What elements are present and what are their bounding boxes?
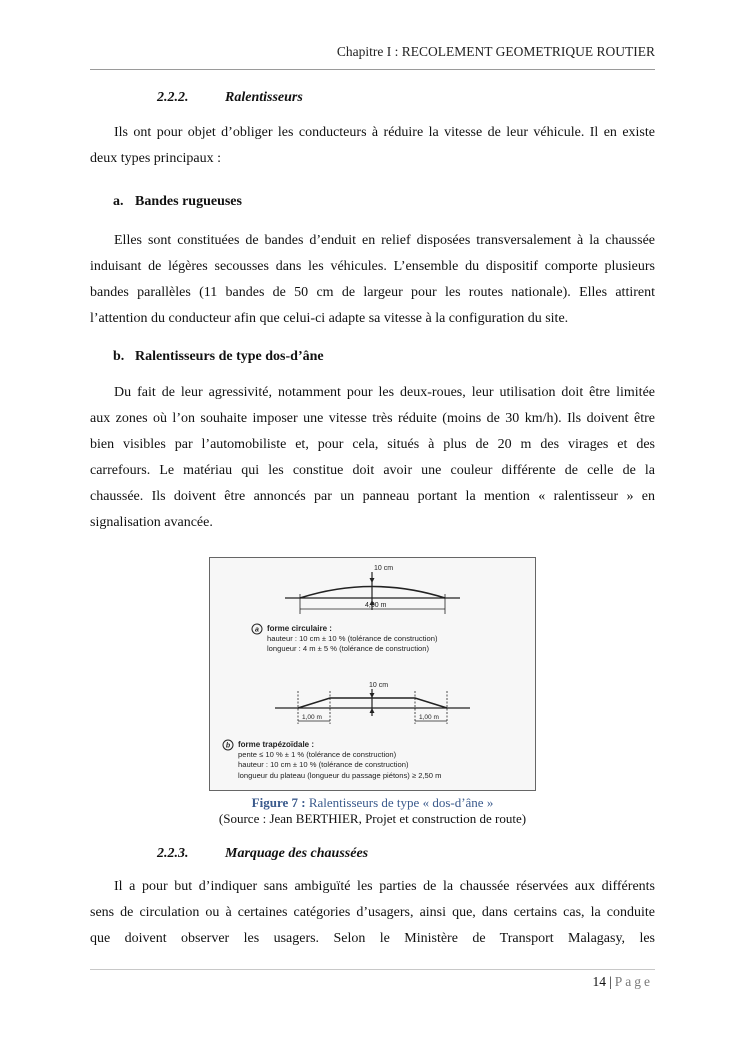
text-line: deux types principaux : <box>90 151 222 166</box>
legend-a-line: hauteur : 10 cm ± 10 % (tolérance de construction) <box>267 634 438 643</box>
legend-b-line: longueur du plateau (longueur du passage piétons) ≥ 2,50 m <box>238 771 442 780</box>
marker-b-letter: b <box>225 742 231 750</box>
figure-caption-text: Ralentisseurs de type « dos-d’âne » <box>308 795 494 810</box>
arrow-down-icon <box>370 578 375 583</box>
section-number: 2.2.2. <box>157 90 189 105</box>
paragraph-marquage <box>90 874 655 952</box>
page-footer <box>593 974 653 990</box>
ramp-label-left: 1,00 m <box>302 714 322 721</box>
text-line: sens de circulation ou à certaines catégories d’usagers, ainsi que, dans certains cas, la conduite <box>90 905 655 920</box>
figure-caption <box>0 795 745 811</box>
marker-a-letter: a <box>255 626 259 634</box>
height-label: 10 cm <box>374 565 394 572</box>
figure-diagram <box>210 558 535 790</box>
text-line: Du fait de leur agressivité, notamment pour les deux-roues, leur utilisation doit être limitée <box>114 385 655 400</box>
length-label: 4,00 m <box>365 602 387 609</box>
header-divider <box>90 69 655 70</box>
text-line: carrefours. Le matériau qui les constitue doit avoir une couleur différente de celle de la <box>90 463 655 478</box>
paragraph-dos-d-ane <box>90 380 655 536</box>
section-heading-2-2-3 <box>157 846 368 862</box>
section-title: Marquage des chaussées <box>225 846 369 861</box>
legend-b-title: forme trapézoïdale : <box>238 740 315 749</box>
subheading-a <box>113 194 242 210</box>
text-line: bien visibles par l’automobiliste et, pour cela, situés à plus de 20 m des virages et des <box>90 437 655 452</box>
text-line: Elles sont constituées de bandes d’enduit en relief disposées transversalement à la chaussée <box>114 233 655 248</box>
text-line: bandes parallèles (11 bandes de 50 cm de largeur pour les routes nationale). Elles attirent <box>90 285 655 300</box>
figure-source: (Source : Jean BERTHIER, Projet et construction de route) <box>218 811 527 826</box>
text-line: chaussée. Ils doivent être annoncés par un panneau portant la mention « ralentisseur » en <box>90 489 655 504</box>
section-number: 2.2.3. <box>157 846 189 861</box>
text-line: Il a pour but d’indiquer sans ambiguïté les parties de la chaussée réservées aux différents <box>114 879 655 894</box>
subheading-title: Bandes rugueuses <box>135 194 242 209</box>
section-heading-2-2-2 <box>157 90 303 106</box>
text-line: l’attention du conducteur afin que celui-ci adapte sa vitesse à la configuration du site. <box>90 311 569 326</box>
text-line: Ils ont pour objet d’obliger les conducteurs à réduire la vitesse de leur véhicule. Il en existe <box>114 125 655 140</box>
legend-b-line: pente ≤ 10 % ± 1 % (tolérance de construction) <box>238 750 397 759</box>
text-line: induisant de légères secousses dans les véhicules. L’ensemble du dispositif comporte plusieurs <box>90 259 655 274</box>
figure-ralentisseurs <box>209 557 536 791</box>
subheading-letter: a. <box>113 194 124 209</box>
text-line: signalisation avancée. <box>90 515 213 530</box>
ramp-label-right: 1,00 m <box>419 714 439 721</box>
page-word: Page <box>614 974 653 989</box>
legend-a-line: longueur : 4 m ± 5 % (tolérance de construction) <box>267 644 430 653</box>
intro-paragraph <box>90 120 655 172</box>
arrow-up-icon <box>370 708 375 713</box>
page-number: 14 <box>592 974 607 989</box>
figure-label: Figure 7 : <box>251 795 306 810</box>
footer-separator: | <box>609 974 612 989</box>
legend-b-line: hauteur : 10 cm ± 10 % (tolérance de construction) <box>238 760 409 769</box>
subheading-letter: b. <box>113 349 125 364</box>
subheading-b <box>113 349 324 365</box>
running-header: Chapitre I : RECOLEMENT GEOMETRIQUE ROUTIER <box>336 44 655 59</box>
legend-a-title: forme circulaire : <box>267 624 332 633</box>
height-label: 10 cm <box>369 682 389 689</box>
paragraph-bandes-rugueuses <box>90 228 655 332</box>
text-line: que doivent observer les usagers. Selon le Ministère de Transport Malagasy, les <box>90 931 655 946</box>
footer-divider <box>90 969 655 970</box>
text-line: aux zones où l’on souhaite imposer une vitesse très réduite (moins de 30 km/h). Ils doivent être <box>90 411 655 426</box>
subheading-title: Ralentisseurs de type dos-d’âne <box>135 349 324 364</box>
section-title: Ralentisseurs <box>225 90 303 105</box>
